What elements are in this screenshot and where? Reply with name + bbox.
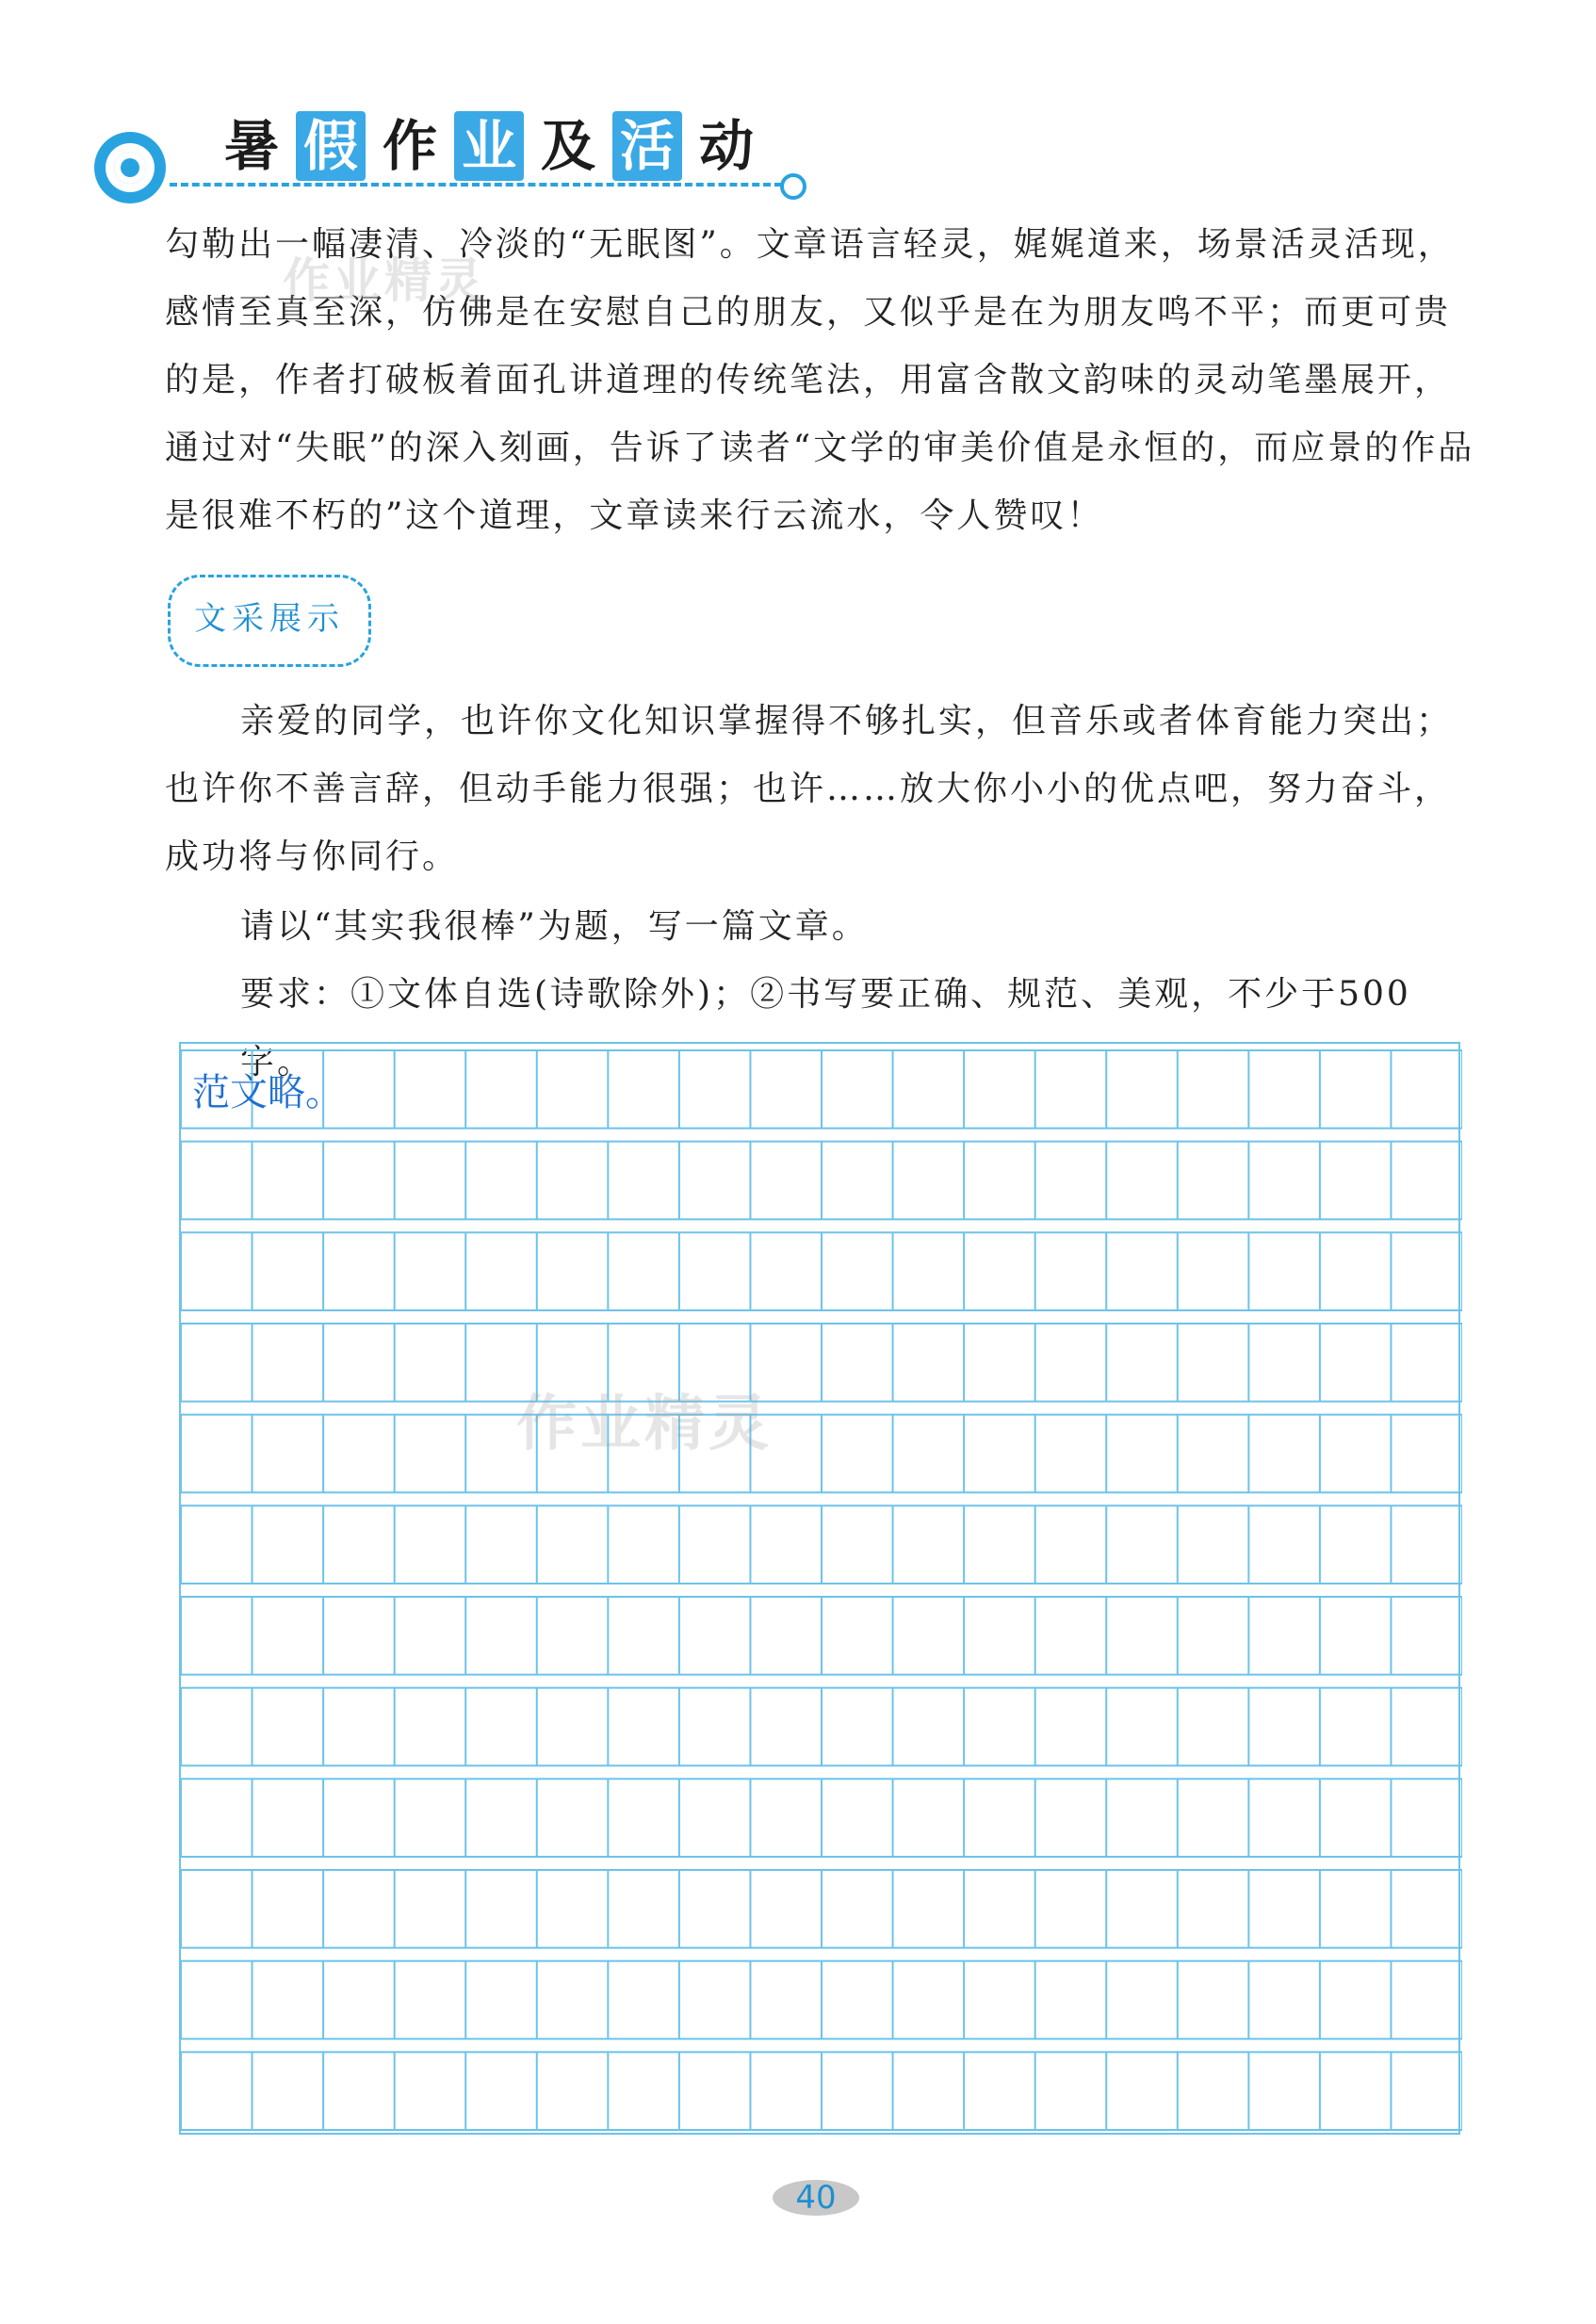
header-circle-icon	[94, 132, 166, 203]
page-header	[94, 104, 829, 207]
watermark-center: 作业精灵	[516, 1390, 773, 1459]
header-char: 动	[698, 114, 754, 178]
header-char: 及	[540, 114, 595, 178]
header-char: 活	[612, 111, 682, 181]
header-char: 业	[454, 111, 524, 181]
header-char: 作	[382, 114, 437, 178]
watermark-top: 作业精灵	[283, 253, 486, 308]
header-char: 假	[296, 111, 366, 181]
header-title	[217, 111, 761, 181]
grid-answer-text: 范文略。	[192, 1071, 343, 1114]
header-dashed-line	[170, 183, 782, 187]
header-dot-icon	[780, 173, 806, 200]
header-char: 暑	[223, 114, 279, 178]
section-badge: 文采展示	[168, 575, 371, 667]
analysis-paragraph: 勾勒出一幅凄清、冷淡的“无眠图”。文章语言轻灵，娓娓道来，场景活灵活现，感情至真至深，仿佛是在安慰自己的朋友，又似乎是在为朋友鸣不平；而更可贵的是，作者打破板着面孔讲道理的传统笔法，用富含散文韵味的灵动笔墨展开，通过对“失眠”的深入刻画，告诉了读者“文学的审美价值是永恒的，而应景的作品是很难不朽的”这个道理，文章读来行云流水，令人赞叹！	[165, 225, 1475, 535]
prompt-paragraph: 亲爱的同学，也许你文化知识掌握得不够扎实，但音乐或者体育能力突出；也许你不善言辞，但动手能力很强；也许……放大你小小的优点吧，努力奋斗，成功将与你同行。	[165, 702, 1454, 876]
task-paragraph: 请以“其实我很棒”为题，写一篇文章。	[240, 907, 869, 946]
page-number: 40	[773, 2180, 859, 2216]
requirements-paragraph: 要求：①文体自选(诗歌除外)；②书写要正确、规范、美观，不少于500字。	[240, 975, 1411, 1081]
grid-lines	[181, 1044, 1462, 2137]
writing-grid	[179, 1042, 1460, 2135]
